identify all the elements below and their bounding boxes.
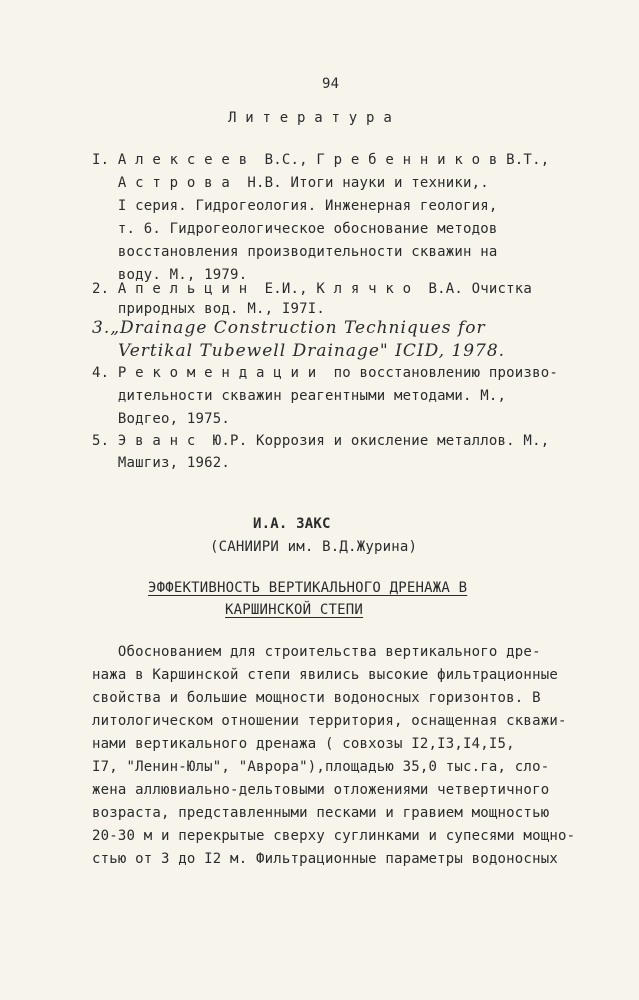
literature-heading: Л и т е р а т у р а bbox=[228, 110, 392, 126]
body-line-8: возраста, представленными песками и гравием мощностью bbox=[92, 805, 550, 821]
body-line-10: стью от 3 до I2 м. Фильтрационные параметры водоносных bbox=[92, 851, 558, 867]
reference-4-line-3: Водгео, 1975. bbox=[92, 411, 231, 427]
article-affiliation: (САНИИРИ им. В.Д.Журина) bbox=[210, 539, 418, 555]
body-line-1: Обоснованием для строительства вертикального дре- bbox=[92, 644, 541, 660]
article-author: И.А. ЗАКС bbox=[253, 516, 331, 532]
reference-5-line-2: Машгиз, 1962. bbox=[92, 455, 231, 471]
reference-3-handwritten-line-1: 3.„Drainage Construction Techniques for bbox=[92, 318, 486, 338]
article-title-line-1: ЭФФЕКТИВНОСТЬ ВЕРТИКАЛЬНОГО ДРЕНАЖА В bbox=[148, 580, 468, 596]
reference-1-line-3: I серия. Гидрогеология. Инженерная геология, bbox=[92, 198, 498, 214]
article-title-line-2: КАРШИНСКОЙ СТЕПИ bbox=[225, 602, 364, 618]
reference-1-line-5: восстановления производительности скважин на bbox=[92, 244, 498, 260]
body-line-5: нами вертикального дренажа ( совхозы I2,I3,I4,I5, bbox=[92, 736, 515, 752]
body-line-9: 20-30 м и перекрытые сверху суглинками и супесями мощно- bbox=[92, 828, 576, 844]
reference-4-line-2: дительности скважин реагентными методами. М., bbox=[92, 388, 507, 404]
body-line-2: нажа в Каршинской степи явились высокие фильтрационные bbox=[92, 667, 558, 683]
reference-5-line-1: 5. Э в а н с Ю.Р. Коррозия и окисление металлов. М., bbox=[92, 433, 550, 449]
body-line-6: I7, "Ленин-Юлы", "Аврора"),площадью 35,0 тыс.га, сло- bbox=[92, 759, 550, 775]
body-line-7: жена аллювиально-дельтовыми отложениями четвертичного bbox=[92, 782, 550, 798]
reference-1-line-1: I. А л е к с е е в В.С., Г р е б е н н и к о в В.Т., bbox=[92, 152, 550, 168]
body-line-3: свойства и большие мощности водоносных горизонтов. В bbox=[92, 690, 541, 706]
body-line-4: литологическом отношении территория, оснащенная скважи- bbox=[92, 713, 567, 729]
page-number: 94 bbox=[322, 76, 340, 92]
reference-2-line-1: 2. А п е л ь ц и н Е.И., К л я ч к о В.А. Очистка bbox=[92, 281, 533, 297]
reference-3-handwritten-line-2: Vertikal Tubewell Drainage" ICID, 1978. bbox=[118, 341, 506, 361]
reference-1-line-6: воду. М., 1979. bbox=[92, 267, 248, 283]
reference-2-line-2: природных вод. М., I97I. bbox=[92, 301, 325, 317]
reference-1-line-4: т. 6. Гидрогеологическое обоснование методов bbox=[92, 221, 498, 237]
reference-4-line-1: 4. Р е к о м е н д а ц и и по восстановлению произво- bbox=[92, 365, 558, 381]
reference-1-line-2: А с т р о в а Н.В. Итоги науки и техники,. bbox=[92, 175, 489, 191]
